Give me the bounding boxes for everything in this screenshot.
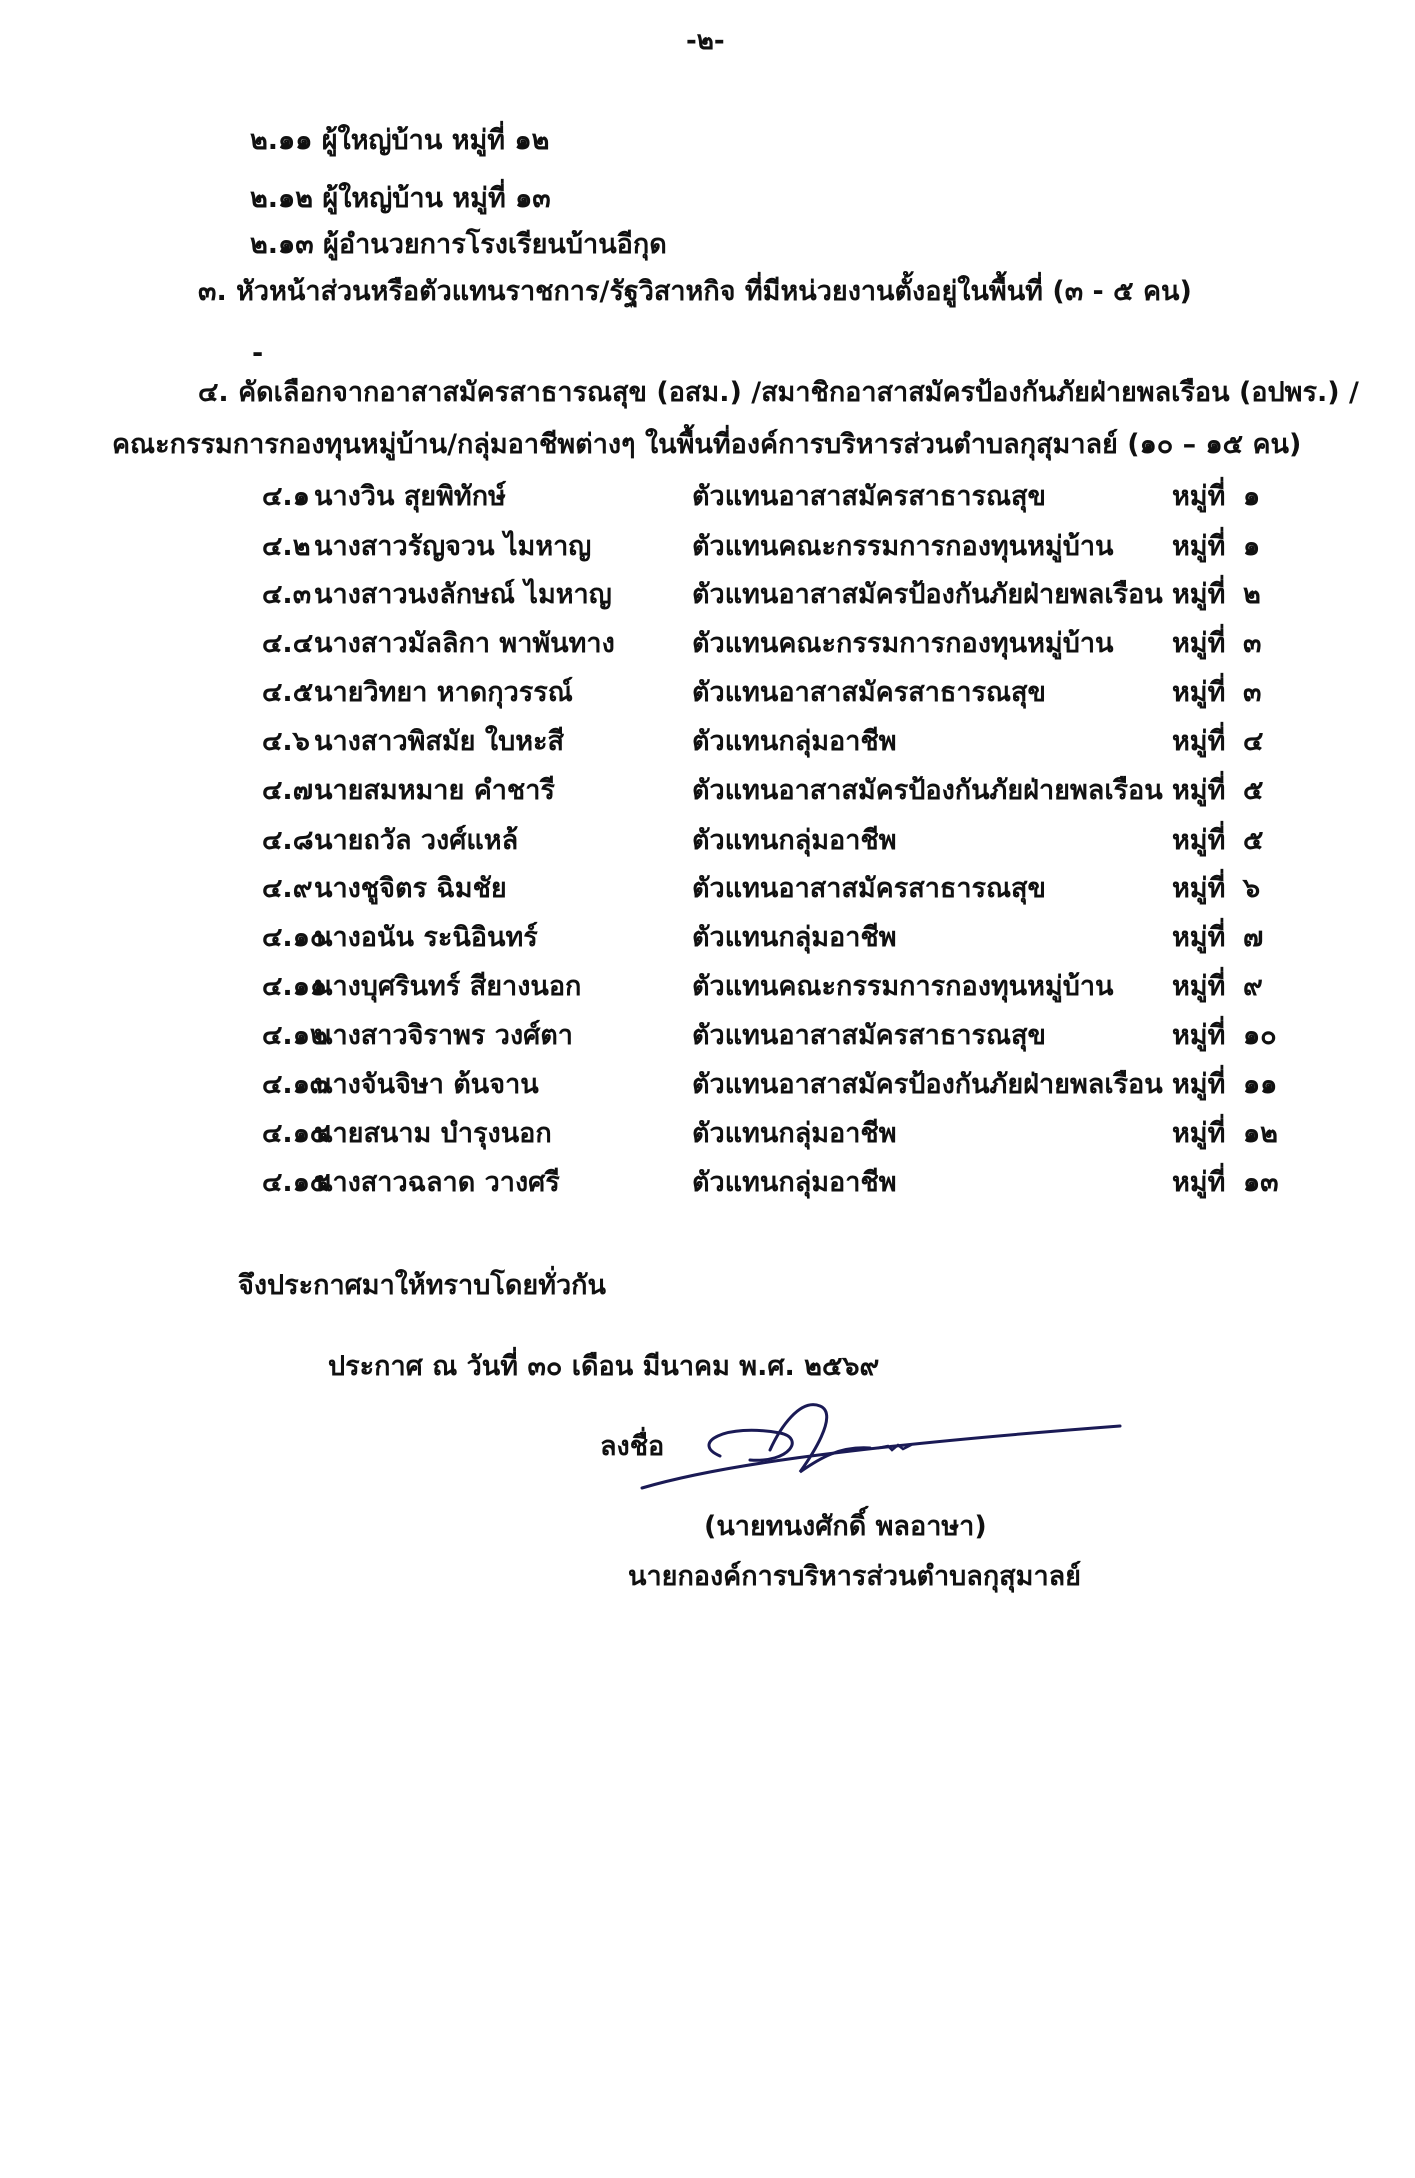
member-row xyxy=(0,674,1415,716)
member-role: ตัวแทนอาสาสมัครป้องกันภัยฝ่ายพลเรือน xyxy=(692,1069,1163,1100)
member-role: ตัวแทนคณะกรรมการกองทุนหมู่บ้าน xyxy=(692,531,1114,562)
member-name: นางจันจิษา ต้นจาน xyxy=(314,1069,539,1100)
member-role: ตัวแทนกลุ่มอาชีพ xyxy=(692,1118,897,1149)
member-row xyxy=(0,1115,1415,1157)
member-name: นายวิทยา หาดกุวรรณ์ xyxy=(314,677,573,708)
member-name: นายสมหมาย คำชารี xyxy=(314,775,555,806)
village-label: หมู่ที่ xyxy=(1172,825,1226,856)
page-number: -๒- xyxy=(686,26,725,56)
village-number: ๓ xyxy=(1243,628,1262,659)
village-number: ๑๒ xyxy=(1243,1118,1278,1149)
village-label: หมู่ที่ xyxy=(1172,922,1226,953)
village-number: ๙ xyxy=(1243,971,1263,1002)
village-number: ๑ xyxy=(1243,531,1261,562)
member-name: นางชูจิตร ฉิมชัย xyxy=(314,873,507,904)
member-row xyxy=(0,1066,1415,1108)
village-label: หมู่ที่ xyxy=(1172,677,1226,708)
village-label: หมู่ที่ xyxy=(1172,971,1226,1002)
member-name: นางอนัน ระนิอินทร์ xyxy=(314,922,538,953)
handwritten-signature xyxy=(630,1388,1130,1498)
member-row xyxy=(0,1017,1415,1059)
member-row xyxy=(0,919,1415,961)
village-number: ๕ xyxy=(1243,775,1264,806)
member-row xyxy=(0,528,1415,570)
member-number: ๔.๑๕ xyxy=(262,1167,331,1198)
signer-title: นายกองค์การบริหารส่วนตำบลกุสุมาลย์ xyxy=(628,1561,1081,1592)
section4-heading-line2: คณะกรรมการกองทุนหมู่บ้าน/กลุ่มอาชีพต่างๆ ในพื้นที่องค์การบริหารส่วนตำบลกุสุมาลย์ (๑๐ – ๑๕ คน) xyxy=(112,429,1302,460)
member-name: นางวิน สุยพิทักษ์ xyxy=(314,481,506,512)
village-label: หมู่ที่ xyxy=(1172,1069,1226,1100)
village-label: หมู่ที่ xyxy=(1172,775,1226,806)
member-role: ตัวแทนอาสาสมัครสาธารณสุข xyxy=(692,1020,1046,1051)
member-name: นางสาวฉลาด วางศรี xyxy=(314,1167,560,1198)
member-name: นางสาวจิราพร วงศ์ตา xyxy=(314,1020,573,1051)
member-role: ตัวแทนกลุ่มอาชีพ xyxy=(692,922,897,953)
member-role: ตัวแทนอาสาสมัครสาธารณสุข xyxy=(692,873,1046,904)
member-role: ตัวแทนกลุ่มอาชีพ xyxy=(692,825,897,856)
member-name: นางสาวพิสมัย ใบหะสี xyxy=(314,726,565,757)
section3-content: - xyxy=(252,338,264,369)
village-number: ๓ xyxy=(1243,677,1262,708)
member-name: นางบุศรินทร์ สียางนอก xyxy=(314,971,582,1002)
member-role: ตัวแทนอาสาสมัครป้องกันภัยฝ่ายพลเรือน xyxy=(692,579,1163,610)
member-number: ๔.๑๔ xyxy=(262,1118,331,1149)
member-number: ๔.๘ xyxy=(262,825,314,856)
member-number: ๔.๔ xyxy=(262,628,314,659)
member-role: ตัวแทนอาสาสมัครสาธารณสุข xyxy=(692,481,1046,512)
member-name: นางสาวนงลักษณ์ ไมหาญ xyxy=(314,579,612,610)
village-label: หมู่ที่ xyxy=(1172,628,1226,659)
member-number: ๔.๒ xyxy=(262,531,311,562)
village-number: ๗ xyxy=(1243,922,1264,953)
member-name: นายถวัล วงศ์แหล้ xyxy=(314,825,519,856)
section2-item-13: ๒.๑๓ ผู้อำนวยการโรงเรียนบ้านอีกุด xyxy=(250,229,667,260)
village-number: ๖ xyxy=(1243,873,1261,904)
member-row xyxy=(0,478,1415,520)
member-row xyxy=(0,772,1415,814)
member-number: ๔.๑๓ xyxy=(262,1069,329,1100)
village-number: ๑๓ xyxy=(1243,1167,1279,1198)
member-row xyxy=(0,1164,1415,1206)
member-number: ๔.๙ xyxy=(262,873,313,904)
village-label: หมู่ที่ xyxy=(1172,1167,1226,1198)
member-name: นางสาวรัญจวน ไมหาญ xyxy=(314,531,592,562)
member-role: ตัวแทนอาสาสมัครสาธารณสุข xyxy=(692,677,1046,708)
member-name: นายสนาม บำรุงนอก xyxy=(314,1118,552,1149)
village-number: ๑๐ xyxy=(1243,1020,1277,1051)
section4-heading-line1: ๔. คัดเลือกจากอาสาสมัครสาธารณสุข (อสม.) /สมาชิกอาสาสมัครป้องกันภัยฝ่ายพลเรือน (อปพร.) / xyxy=(198,377,1359,408)
member-number: ๔.๑๐ xyxy=(262,922,327,953)
village-label: หมู่ที่ xyxy=(1172,579,1226,610)
member-row xyxy=(0,968,1415,1010)
member-role: ตัวแทนกลุ่มอาชีพ xyxy=(692,1167,897,1198)
member-name: นางสาวมัลลิกา พาพันทาง xyxy=(314,628,615,659)
village-label: หมู่ที่ xyxy=(1172,481,1226,512)
member-number: ๔.๓ xyxy=(262,579,312,610)
village-number: ๔ xyxy=(1243,726,1264,757)
village-label: หมู่ที่ xyxy=(1172,1020,1226,1051)
member-row xyxy=(0,723,1415,765)
member-number: ๔.๑๑ xyxy=(262,971,327,1002)
member-role: ตัวแทนกลุ่มอาชีพ xyxy=(692,726,897,757)
member-number: ๔.๖ xyxy=(262,726,310,757)
member-number: ๔.๑๒ xyxy=(262,1020,328,1051)
member-role: ตัวแทนอาสาสมัครป้องกันภัยฝ่ายพลเรือน xyxy=(692,775,1163,806)
member-row xyxy=(0,822,1415,864)
village-label: หมู่ที่ xyxy=(1172,726,1226,757)
section2-item-12: ๒.๑๒ ผู้ใหญ่บ้าน หมู่ที่ ๑๓ xyxy=(250,183,551,214)
section3-heading: ๓. หัวหน้าส่วนหรือตัวแทนราชการ/รัฐวิสาหกิจ ที่มีหน่วยงานตั้งอยู่ในพื้นที่ (๓ - ๕ คน) xyxy=(198,276,1192,307)
announcement-date: ประกาศ ณ วันที่ ๓๐ เดือน มีนาคม พ.ศ. ๒๕๖๙ xyxy=(328,1351,880,1382)
village-label: หมู่ที่ xyxy=(1172,531,1226,562)
member-number: ๔.๗ xyxy=(262,775,313,806)
village-number: ๑๑ xyxy=(1243,1069,1278,1100)
member-row xyxy=(0,576,1415,618)
village-number: ๒ xyxy=(1243,579,1261,610)
signer-name: (นายทนงศักดิ์ พลอาษา) xyxy=(704,1511,987,1542)
member-number: ๔.๑ xyxy=(262,481,310,512)
member-row xyxy=(0,625,1415,667)
member-role: ตัวแทนคณะกรรมการกองทุนหมู่บ้าน xyxy=(692,971,1114,1002)
section2-item-11: ๒.๑๑ ผู้ใหญ่บ้าน หมู่ที่ ๑๒ xyxy=(250,125,550,156)
member-number: ๔.๕ xyxy=(262,677,314,708)
member-role: ตัวแทนคณะกรรมการกองทุนหมู่บ้าน xyxy=(692,628,1114,659)
village-number: ๑ xyxy=(1243,481,1261,512)
member-row xyxy=(0,870,1415,912)
village-number: ๕ xyxy=(1243,825,1264,856)
village-label: หมู่ที่ xyxy=(1172,873,1226,904)
closing-statement: จึงประกาศมาให้ทราบโดยทั่วกัน xyxy=(238,1270,606,1301)
village-label: หมู่ที่ xyxy=(1172,1118,1226,1149)
sign-label: ลงชื่อ xyxy=(600,1431,665,1462)
